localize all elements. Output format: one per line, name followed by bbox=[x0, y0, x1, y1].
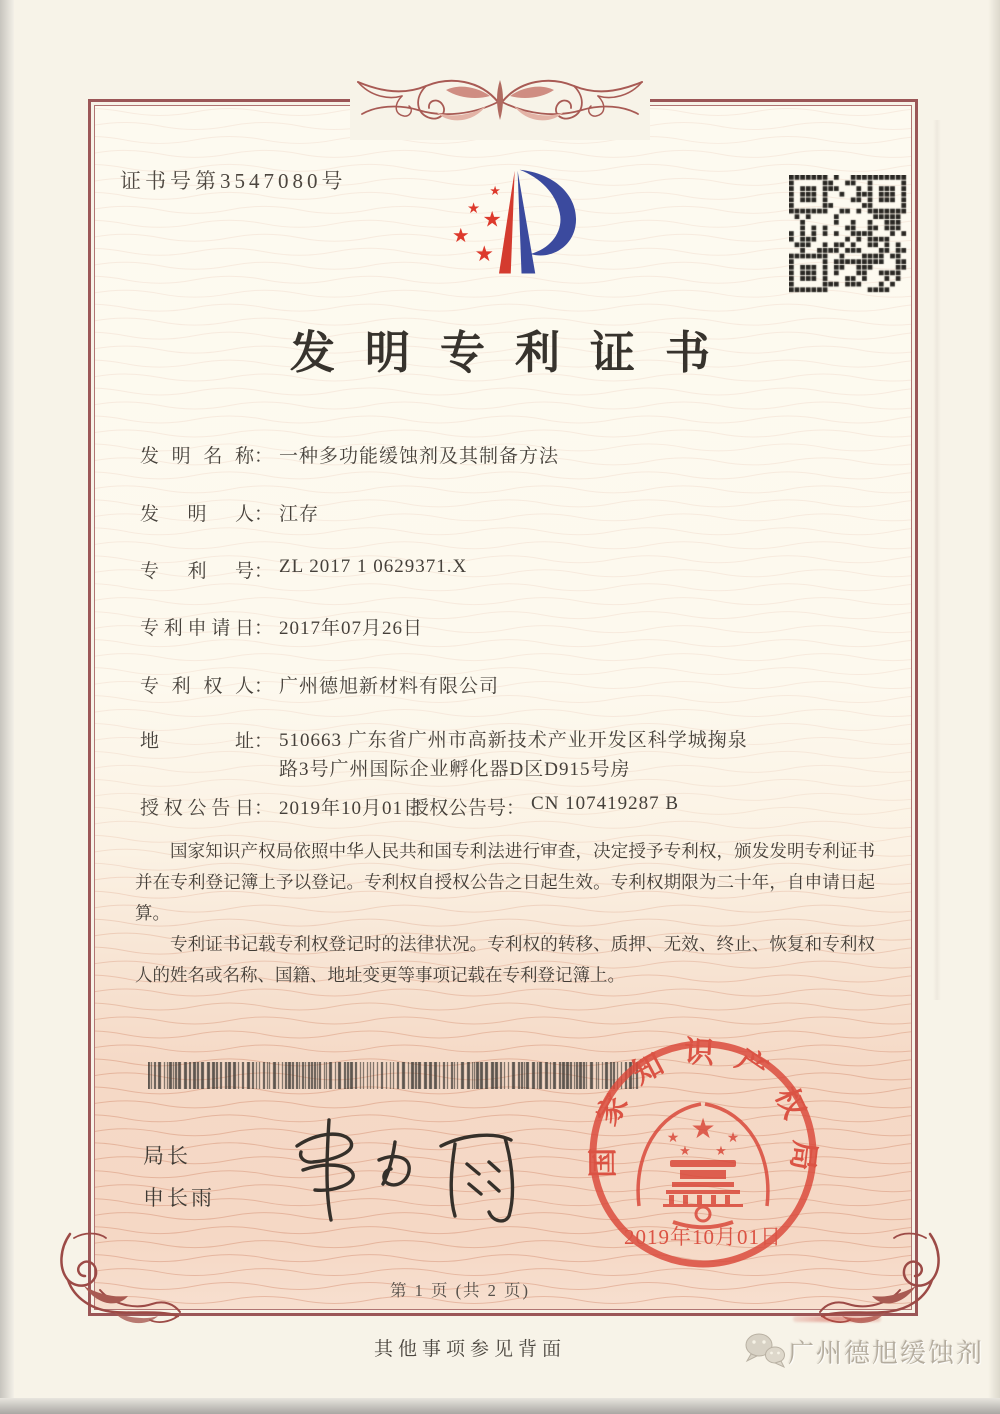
field-grant-date bbox=[140, 793, 424, 819]
svg-text:★: ★ bbox=[474, 241, 494, 267]
page-edge-shadow-left bbox=[0, 0, 14, 1414]
national-emblem bbox=[638, 1104, 768, 1227]
field-value: 一种多功能缓蚀剂及其制备方法 bbox=[279, 446, 560, 467]
field-inventor bbox=[140, 499, 319, 526]
field-patent-number bbox=[140, 556, 467, 583]
field-grant-row bbox=[140, 793, 680, 820]
svg-text:★: ★ bbox=[489, 184, 501, 200]
field-value: 江存 bbox=[279, 504, 320, 525]
field-label: 授权公告日 bbox=[140, 798, 254, 819]
field-label: 发明人 bbox=[140, 504, 254, 525]
certificate-number: 证书号第3547080号 bbox=[120, 169, 347, 193]
field-value: CN 107419287 B bbox=[531, 793, 680, 814]
logo-tower-blue bbox=[518, 171, 536, 274]
field-label: 发明名称 bbox=[140, 446, 254, 467]
page-edge-shadow-bottom bbox=[0, 1398, 1000, 1414]
field-label: 地址 bbox=[140, 731, 254, 752]
field-value: ZL 2017 1 0629371.X bbox=[279, 556, 468, 577]
seal-date: 2019年10月01日 bbox=[624, 1225, 782, 1249]
field-colon: ： bbox=[254, 446, 274, 467]
field-filing-date bbox=[140, 613, 423, 640]
field-colon: ： bbox=[254, 618, 274, 639]
field-label: 专利号 bbox=[140, 561, 254, 582]
field-value: 2019年10月01日 bbox=[279, 798, 424, 819]
brand-watermark bbox=[742, 1330, 984, 1372]
cnipa-logo bbox=[420, 158, 578, 300]
footer-note: 其他事项参见背面 bbox=[373, 1339, 566, 1360]
field-colon: ： bbox=[254, 676, 274, 697]
director-title-label: 局长 bbox=[143, 1144, 191, 1168]
svg-text:★: ★ bbox=[690, 1112, 716, 1145]
field-value: 2017年07月26日 bbox=[279, 618, 424, 639]
official-seal bbox=[572, 1036, 834, 1276]
director-name: 申长雨 bbox=[143, 1186, 215, 1210]
top-scroll-ornament bbox=[350, 60, 650, 140]
director-signature bbox=[283, 1110, 523, 1228]
field-colon: ： bbox=[254, 731, 274, 752]
qr-code bbox=[789, 175, 907, 293]
field-grant-number bbox=[410, 793, 679, 820]
svg-text:★: ★ bbox=[666, 1130, 680, 1146]
paper-crease bbox=[933, 120, 941, 1000]
field-patentee bbox=[140, 671, 499, 698]
field-address bbox=[140, 726, 761, 784]
svg-text:★: ★ bbox=[715, 1144, 727, 1159]
field-colon: ： bbox=[254, 504, 274, 525]
watermark-text: 广州德旭缓蚀剂 bbox=[787, 1337, 984, 1368]
barcode bbox=[148, 1062, 640, 1089]
field-colon: ： bbox=[506, 798, 526, 819]
field-colon: ： bbox=[254, 798, 274, 819]
field-invention-name bbox=[140, 441, 559, 468]
field-label: 专利权人 bbox=[140, 676, 254, 697]
page-number: 第 1 页 (共 2 页) bbox=[389, 1281, 531, 1300]
certificate-title: 发明专利证书 bbox=[289, 328, 740, 378]
field-value: 广州德旭新材料有限公司 bbox=[279, 676, 500, 697]
svg-text:★: ★ bbox=[466, 199, 481, 217]
svg-text:★: ★ bbox=[726, 1130, 740, 1146]
field-label: 授权公告号 bbox=[410, 798, 506, 819]
field-colon: ： bbox=[254, 561, 274, 582]
field-label: 专利申请日 bbox=[140, 618, 254, 639]
red-ink-mark bbox=[793, 1316, 881, 1322]
svg-text:★: ★ bbox=[679, 1144, 691, 1159]
seal-arc-text: 国家知识产权局 bbox=[586, 1036, 822, 1192]
svg-text:★: ★ bbox=[482, 207, 502, 233]
svg-text:★: ★ bbox=[452, 224, 470, 248]
legal-text bbox=[135, 836, 875, 991]
page-edge-shadow-right bbox=[988, 0, 1000, 1414]
legal-paragraph-1: 国家知识产权局依照中华人民共和国专利法进行审查，决定授予专利权，颁发发明专利证书并在专利登记簿上予以登记。专利权自授权公告之日起生效。专利权期限为二十年，自申请日起算。 bbox=[135, 841, 875, 923]
field-value: 510663 广东省广州市高新技术产业开发区科学城掬泉路3号广州国际企业孵化器D区D915号房 bbox=[279, 730, 748, 780]
legal-paragraph-2: 专利证书记载专利权登记时的法律状况。专利权的转移、质押、无效、终止、恢复和专利权人的姓名或名称、国籍、地址变更等事项记载在专利登记簿上。 bbox=[135, 934, 875, 985]
wechat-icon bbox=[742, 1330, 788, 1372]
